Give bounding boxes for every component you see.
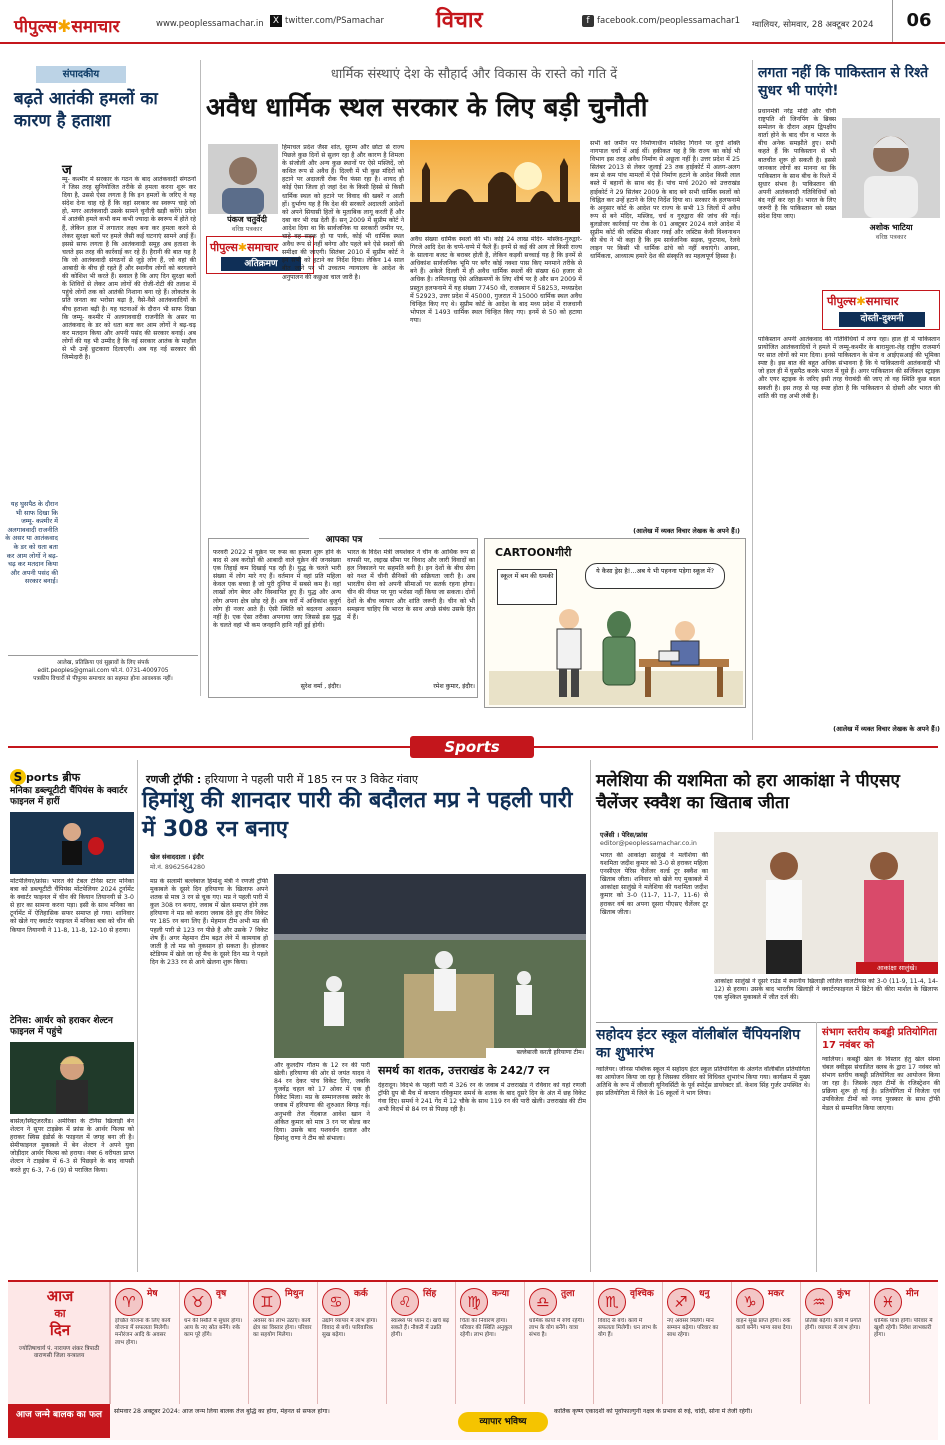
sagittarius-icon: ♐ — [667, 1288, 695, 1316]
zodiac-sign: ♒ कुंभ प्रतिष्ठा बढ़ेगी। कार्य में प्रगति होगी। व्यापार में लाभ होगा। — [800, 1282, 869, 1404]
letters-col2: भारत के विदेश मंत्री जयशंकर ने चीन के आर्थिक रूप से वापसी पर, लद्दाख सीमा पर विवाद और जारी विवादों का हल निकालने पर सहमति बनी है। इन देशों के बीच सेना को गश्त में चीनी सैनिकों की सक्रियता जारी है। अब भारतीय सेना को अपनी सीमाओं पर सतर्क रहना होगा। चीन की नीयत पर पूरा भरोसा नहीं किया जा सकता। दोनों देशों के बीच व्यापार और शांति जरूरी है। चीन को भी समझना चाहिए कि भारत के साथ अच्छे संबंध उसके हित में हैं। — [347, 549, 475, 621]
editorial-footer-disclaimer: पत्रकीय विचारों से पीपुल्स समाचार का सहमत होना आवश्यक नहीं। — [33, 676, 173, 682]
malaysia-photo-caption: आकांक्षा सालुंखे। — [856, 962, 938, 974]
opinion-author-photo — [842, 118, 940, 218]
capricorn-icon: ♑ — [736, 1288, 764, 1316]
brief1-body: मोंटपेलियर/फ्रांस। भारत की टेबल टेनिस स्टार मनिका बत्रा को डब्ल्यूटीटी चैंपियंस मोंटपेलियर 2024 टूर्नामेंट के क्वार्टर फाइनल में चीन की कियान तियानयी से 3-0 से हार का सामना करना पड़ा। इसी के साथ मनिका का टूर्नामेंट में ऐतिहासिक सफर समाप्त हो गया। शानिवार को खेले गए क्वार्टर फाइनल में मनिका बत्रा को चीन की कियान तियानयी ने 11-8, 11-8, 12-10 से हराया। — [10, 878, 134, 934]
lead-kicker: धार्मिक संस्थाएं देश के सौहार्द और विकास के रास्ते को गति दें — [330, 67, 618, 82]
horoscope-strip — [8, 1280, 938, 1440]
brief2-body: बासेल/स्विट्जरलैंड। अमेरिका के टेनिस खिलाड़ी बेन शेल्टन ने सुपर टाइब्रेक में फ्रांस के आर्थर फिल्स को हराकर स्विस इंडोर्स के फाइनल में जगह बना ली है। सेमीफाइनल मुकाबले में बेन शेल्टन ने अपने युवा जोड़ीदार आर्थर फिल्स को हराया। नंबर 6 वरीयता प्राप्त शेल्टन ने टाइब्रेक में 6-3 से पिछड़ने के बाद वापसी करते हुए 6-3, 7-6 (9) से पराजित किया। — [10, 1118, 134, 1174]
sports-banner: Sports — [410, 736, 534, 758]
gemini-icon: ♊ — [253, 1288, 281, 1316]
editorial-footer-contact: आलेख, प्रतिक्रिया एवं सुझावों के लिए संपर्क — [56, 660, 150, 666]
brief2-photo — [10, 1042, 134, 1114]
person-icon — [842, 118, 940, 218]
divider — [590, 760, 591, 1272]
lead-tag: अतिक्रमण — [221, 257, 301, 271]
facebook-link[interactable]: f facebook.com/peoplessamachar1 — [582, 15, 740, 27]
sports-brief-s-icon: S — [10, 769, 26, 785]
opinion-author-role: वरिष्ठ पत्रकार — [875, 233, 907, 241]
malaysia-headline: मलेशिया की यशमिता को हरा आकांक्षा ने पीएसए चैलेंजर स्क्वैश का खिताब जीता — [596, 771, 900, 813]
section-title: विचार — [436, 8, 483, 33]
zodiac-sign: ♎ तुला धार्मिक कार्यों में रुचि रहेगी। लाभ के योग बनेंगे। यात्रा संभव है। — [524, 1282, 593, 1404]
zodiac-sign: ♑ मकर वाहन सुख प्राप्त होगा। रुके कार्य बनेंगे। भाग्य साथ देगा। — [731, 1282, 800, 1404]
letters-sig2: रमेश कुमार, इंदौर। — [433, 683, 475, 690]
ranji-headline: हिमांशु की शानदार पारी की बदौलत मप्र ने पहली पारी में 308 रन बनाए — [142, 788, 573, 842]
volley-body: ग्वालियर। जीनस पब्लिक स्कूल में सहोदय इंटर स्कूल प्रतियोगिता के अंतर्गत वॉलीबॉल प्रतियोगिता का आयोजन किया जा रहा है जिसका रविवार को विधिवत शुभारंभ किया गया। कार्यक्रम में मुख्य अतिथि के रूप में जीवाजी यूनिवर्सिटी के पूर्व स्पोर्ट्स डायरेक्टर डॉ. केशव सिंह गुर्जर उपस्थित थे। इस प्रतियोगिता में जिले के 16 स्कूलों ने भाग लिया। — [596, 1066, 810, 1098]
divider — [816, 1022, 817, 1272]
taurus-icon: ♉ — [184, 1288, 212, 1316]
kabaddi-body: ग्वालियर। कबड्डी खेल के विस्तार हेतु खेल संस्था चंबल क्वीड्स संचालित क्लब के द्वारा 17 नवंबर को संभाग स्तरीय कबड्डी प्रतियोगिता का आयोजन किया जा रहा है। जिसके तहत टीमों के रजिस्ट्रेशन की प्रक्रिया शुरू हो गई है। प्रतियोगिता में विजेता एवं उपविजेता टीमों को नगद पुरस्कार के साथ ट्रॉफी मेडल से सम्मानित किया जाएगा। — [822, 1056, 940, 1112]
zodiac-sign: ♉ वृष धन की स्थिति में सुधार होगा। आय के नए स्रोत बनेंगे। रुके काम पूरे होंगे। — [179, 1282, 248, 1404]
lead-author-name: पंकज चतुर्वेदी — [227, 215, 267, 224]
zodiac-sign: ♋ कर्क उद्योग व्यापार में लाभ होगा। विवाद से बचें। पारिवारिक सुख बढ़ेगा। — [317, 1282, 386, 1404]
scorpio-icon: ♏ — [598, 1288, 626, 1316]
website-link[interactable]: www.peoplessamachar.in — [156, 19, 264, 29]
opinion-author-name: अशोक भाटिया — [869, 223, 913, 232]
twitter-icon: X — [270, 15, 282, 27]
editorial-dropcap: ज — [62, 163, 72, 178]
opinion-closing-note: (आलेख में व्यक्त विचार लेखक के अपने हैं।) — [833, 725, 940, 733]
lead-brand-logo: पीपुल्स✱समाचार — [210, 241, 279, 254]
birthday-head: आज जन्मे बालक का फल — [8, 1404, 110, 1438]
opinion-tag: दोस्ती-दुश्मनी — [839, 312, 925, 327]
malaysia-body2: आकांक्षा सालुंखे ने दूसरे राउंड में स्थानीय खिलाड़ी लोलित वालटीयस को 3-0 (11-9, 11-4, 14-12) से हराया। उसके बाद भारतीय खिलाड़ी ने क्वार्टरफाइनल में ब्रिटेन की कीरा मार्शल के खिलाफ एक मुश्किल मुकाबले में जीत दर्ज की। — [714, 978, 938, 1002]
horoscope-title-box — [8, 1282, 110, 1404]
cartoon-speech-bubble: ये कैसा ड्रेस है!...अब ये भी पहनना पड़ेगा स्कूल में? — [585, 563, 725, 589]
ranji-body2: और कुलदीप गौतम के 12 रन की पारी खेली। हरियाणा की ओर से जयंत यादव ने 84 रन देकर पांच विकेट लिए, जबकि युजवेंद्र चहल को 17 ओवर में एक ही विकेट मिला। मप्र के सम्मानजनक स्कोर के जवाब में हरियाणा की शुरुआत बिगड़ गई। अनुभवी तेज गेंदबाज आवेश खान ने अंकित कुमार को मात्र 3 रन पर बोल्ड कर दिया। उसके बाद यशवर्धन दलाल और हिमांशु राणा ने टीम को संभाला। — [274, 1062, 370, 1142]
sports-brief-header: S ports ब्रीफ — [10, 766, 134, 784]
cartoon-sign: स्कूल में बम की धमकी — [497, 569, 557, 605]
kabaddi-headline: संभाग स्तरीय कबड्डी प्रतियोगिता 17 नवंबर को — [822, 1027, 937, 1051]
lead-author-role: वरिष्ठ पत्रकार — [231, 225, 263, 233]
twitter-link[interactable]: X twitter.com/PSamachar — [270, 15, 384, 27]
horoscope-title: आज का दिन — [46, 1287, 74, 1339]
brief1-headline: मनिका डब्ल्यूटीटी चैंपियंस के क्वार्टर फाइनल में हारीं — [10, 786, 128, 807]
cancer-icon: ♋ — [322, 1288, 350, 1316]
lead-col1-cont — [208, 246, 404, 536]
lead-headline: अवैध धार्मिक स्थल सरकार के लिए बड़ी चुनौती — [206, 93, 648, 123]
editorial-tag: संपादकीय — [36, 66, 126, 83]
ranji-byline: खेल संवाददाता । इंदौर — [150, 853, 204, 861]
letters-box — [208, 535, 478, 698]
mosque-silhouette-image — [410, 140, 580, 232]
opinion-brand-box — [822, 290, 940, 330]
business-head: व्यापार भविष्य — [458, 1412, 548, 1432]
ranji-body: मप्र के सलामी बल्लेबाज हिमांशु मंत्री ने रणजी ट्रॉफी मुकाबले के दूसरे दिन हरियाणा के खिलाफ अपने शतक से मात्र 3 रन से चूक गए। मप्र ने पहली पारी में कुल 308 रन बनाए, जवाब में खेल समाप्त होने तक हरियाणा ने मप्र को करारा जवाब देते हुए तीन विकेट पर 185 रन बना लिए हैं। मेहमान टीम अभी मप्र की पहली पारी से 123 रन पीछे है और उसके 7 विकेट शेष हैं। अगर मेहमान टीम बढ़त लेने में कामयाब हो जाती है तो मप्र को नुकसान हो सकता है। होलकर स्टेडियम में खेले जा रहे मैच के दूसरे दिन मप्र ने पहले दिन के 233 रन से आगे खेलना शुरू किया। — [150, 878, 268, 966]
malaysia-body: भारत की आकांक्षा सालुंखे ने मलेशिया की यशमिता जदीश कुमार को 3-0 से हराकर महिला एनसीएल पेरिस चैलेंजर वर्ल्ड टूर स्क्वैश का खिताब जीता। शनिवार को खेले गए मुकाबले में आकांक्षा सालुंखे ने मलेशिया की यशमिता जदीश कुमार को 3-0 (11-7, 11-7, 11-6) से हराकर वर्ष का अपना दूसरा पीएसए चैलेंजर टूर खिताब जीता। — [600, 852, 708, 916]
facebook-icon: f — [582, 15, 594, 27]
brief2-headline: टेनिस: आर्थर को हराकर शेल्टन फाइनल में पहुंचे — [10, 1016, 113, 1037]
table-tennis-player-image — [10, 812, 134, 874]
ranji-phone: मो.नं. 8962564280 — [150, 864, 205, 871]
brief1-photo — [10, 812, 134, 874]
lead-col1: हिमाचल प्रदेश जैसा शांत, सुरम्य और छोटा से राज्य पिछले कुछ दिनों से सुलग रहा है और कारण है शिमला के संजोली और अन्य कुछ स्थानों पर ऐसे मस्जिदें, जो कथित रूप से अवैध हैं। दिल्ली में भी कुछ मंदिरों को हटाने पर अदालती रोक पैंच फंसा रहा है। शायद ही कोई ऐसा जिला हो जहां देश के किसी हिस्से से किसी धार्मिक स्थल को हटाने पर विवाद की खबरें न आती हों। दुर्भाग्य यह है कि देश की सरकारें अदालती आदेशों को अपने सियासी हितों के मुताबिक लागू करती हैं और दबा कर भी रख देती हैं। सन् 2009 में सुप्रीम कोर्ट ने आदेश दिया था कि सार्वजनिक या सरकारी जमीन पर, चाहे वह सड़क हो या पार्क, कोई भी धार्मिक स्थल अवैध रूप से नहीं बनेगा और पहले बने ऐसे स्थलों की समीक्षा की जाएगी। सितंबर 2010 में सुप्रीम कोर्ट ने इन सभी को हटाने का निर्देश दिया। लेकिन 14 साल बीत जाने पर भी उच्चतम न्यायालय के आदेश के अनुपालन की कछुआ चाल जारी है। — [282, 144, 404, 281]
opinion-kicker: लगता नहीं कि पाकिस्तान से रिश्ते सुधर भी पाएंगे! — [758, 65, 929, 99]
editorial-pull-quote: यह घुसपैठ के दौरान भी साफ दिखा कि जम्मू- कश्मीर में अलगाववादी राजनीति के असर या आतंकवाद के डर को धता बता कर आम लोगों ने बढ़- चढ़ कर मतदान किया और अपनी पसंद की सरकार बनाई। — [5, 500, 58, 586]
volley-headline: सहोदय इंटर स्कूल वॉलीबॉल चैंपियनशिप का शुभारंभ — [596, 1027, 801, 1061]
lead-photo — [410, 140, 580, 232]
editorial-footer-email[interactable]: edit.peoples@gmail.com फो.नं. 0731-4009705 — [37, 668, 169, 674]
dateline: ग्वालियर, सोमवार, 28 अक्टूबर 2024 — [752, 20, 874, 30]
cartoon-illustration — [489, 601, 743, 705]
zodiac-grid — [110, 1282, 938, 1404]
opinion-brand-logo: पीपुल्स✱समाचार — [827, 294, 899, 308]
pisces-icon: ♓ — [874, 1288, 902, 1316]
masthead — [0, 0, 945, 44]
ranji-photo — [274, 874, 586, 1058]
cartoon-title: CARTOONगीरी — [495, 546, 572, 559]
tennis-player-image — [10, 1042, 134, 1114]
samarth-body: देहरादून। विदर्भ के पहली पारी में 326 रन के जवाब में उत्तराखंड ने रविवार को यहां रणजी ट्रॉफी ग्रुप बी मैच में कप्तान रविकुमार समर्थ के शतक के बाद दूसरे दिन के अंत में छह विकेट गंवा दिए। समर्थ ने 241 गेंद में 12 चौके के साथ 119 रन की पारी खेली। उत्तराखंड की टीम अभी विदर्भ से 84 रन से पिछड़ रही है। — [378, 1082, 586, 1114]
aquarius-icon: ♒ — [805, 1288, 833, 1316]
divider — [137, 760, 138, 1272]
sports-brief-column — [8, 762, 134, 1277]
letters-sig1: सुरेश वर्मा , इंदौर। — [300, 683, 341, 690]
leo-icon: ♌ — [391, 1288, 419, 1316]
zodiac-sign: ♏ वृश्चिक विवाद से बचें। कार्य में सफलता मिलेगी। धन लाभ के योग हैं। — [593, 1282, 662, 1404]
business-text: कार्तिक कृष्ण एकादशी को पूर्वाफाल्गुनी नक्षत्र के प्रभाव से रुई, चांदी, सोना में तेजी रहेगी। — [554, 1408, 753, 1415]
zodiac-sign: ♊ मिथुन अवसर का लाभ उठाएं। कार्य क्षेत्र का विस्तार होगा। परिवार का सहयोग मिलेगा। — [248, 1282, 317, 1404]
letters-col1: फरवरी 2022 मे यूक्रेन पर रूस का हमला शुरू होने के बाद से अब करोड़ों की आबादी वाले यूक्रेन की जनसंख्या एक तिहाई कम दिखाई पड़ रही है। युद्ध के चलते भारी संख्या में लोग मारे गए हैं। वर्तमान में वहां प्रति महिला केवल एक बच्चा है जो पूरी दुनिया में सबसे कम है। वहां लाखों लोग बेघर और विस्थापित हुए हैं। युद्ध और अन्य लोग अपना क्षेत्र छोड़ रहे हैं। अब घरों में अधिकांश बुजुर्ग लोग ही नजर आते हैं। ऐसी स्थिति को बदलना आसान नहीं है। एक ऐसा तरीका अपनाया जाए जिससे इस युद्ध के चलते वहां भी कम जनहानि हानि नहीं हुई होगी। — [213, 549, 341, 629]
squash-players-image — [714, 832, 938, 974]
editorial-headline: बढ़ते आतंकी हमलों का कारण है हताशा — [14, 89, 158, 131]
cricket-match-image — [274, 874, 586, 1058]
malaysia-photo — [714, 832, 938, 974]
divider — [200, 60, 201, 696]
zodiac-sign: ♐ धनु नए अवसर मिलेंगे। मान सम्मान बढ़ेगा। परिवार का साथ रहेगा। — [662, 1282, 731, 1404]
brand-logo: पीपुल्स✱समाचार — [14, 17, 120, 37]
page-number: 06 — [892, 0, 945, 42]
samarth-headline: समर्थ का शतक, उत्तराखंड के 242/7 रन — [378, 1064, 550, 1077]
divider — [752, 60, 753, 740]
zodiac-sign: ♓ मीन धार्मिक यात्रा होगी। परिवार में खुशी रहेगी। निवेश लाभकारी होगा। — [869, 1282, 938, 1404]
horoscope-astrologer: ज्योतिषाचार्य पं. नारायण शंकर त्रिपाठी वाराणसी जिला यन्त्रालय — [18, 1346, 100, 1360]
opinion-body: प्रधानमंत्री नरेंद्र मोदी और चीनी राष्ट्रपति शी जिनपिंग के ब्रिक्स सम्मेलन के दौरान अहम द्विपक्षीय वार्ता होने के बाद चीन व भारत के बीच अनेक समझौते हुए। सभी कहते हैं कि पाकिस्तान से भी बातचीत शुरू हो सकती है। इससे जानकार लोगों का मानना था कि पाकिस्तान के साथ बीच के रिश्ते में सुधार संभव है। पाकिस्तान की अपनी आतंकवादी गतिविधियों को बंद नहीं कर रहा है। भारत के लिए जरूरी है कि पाकिस्तान को सख्त संदेश दिया जाए। — [758, 108, 836, 221]
malaysia-email[interactable]: editor@peoplessamachar.co.in — [600, 840, 697, 847]
lead-closing-note: (आलेख में व्यक्त विचार लेखक के अपने हैं।) — [633, 527, 740, 535]
divider — [596, 1022, 938, 1023]
malaysia-byline: एजेंसी । पेरिस/फ्रांस — [600, 831, 648, 839]
zodiac-sign: ♌ सिंह स्वास्थ्य पर ध्यान दें। खर्च बढ़ सकते हैं। नौकरी में उन्नति होगी। — [386, 1282, 455, 1404]
ranji-kicker: रणजी ट्रॉफी : हरियाणा ने पहली पारी में 185 रन पर 3 विकेट गंवाए — [146, 773, 419, 786]
lead-col2: अवैध संख्या धार्मिक स्थलों की भी। कोई 24 लाख मंदिर- मस्जिद-गुरुद्वारे- गिरजे आदि देश के चप्पे-चप्पे में फैले हैं। इनमें से कई की आय तो किसी राज्य के सालाना बजट के बराबर होती है, लेकिन कड़वी सच्चाई यह है कि इनमें से अधिकांश सार्वजनिक भूमि पर बगैर कोई नक्शा पास किए मनमाने तरीके से बने हैं। अकेले दिल्ली में ही अवैध धार्मिक स्थलों की संख्या 60 हजार से अधिक है। तमिलनाडु ऐसे अतिक्रमणों के लिए शीर्ष पर है और सन 2009 में प्रस्तुत हलफनामे में यह संख्या 77450 थी, राजस्थान में 58253, मध्यप्रदेश में 52923, उत्तर प्रदेश में 45000, गुजरात में 15000 धार्मिक स्थल अवैध चिन्हित किए गए थे। सुप्रीम कोर्ट के आदेश के बाद मध्य प्रदेश में राजधानी भोपाल में 1493 धार्मिक स्थल चिन्हित किए गए। इनमें से 50 को हटाया गया। — [410, 236, 582, 324]
lead-col3: सभी को जमीन पर निर्माणाधीन मस्जिद गिराने पर दुर्गा शक्ति नागपाल चर्चा में आई थीं। हकीकत यह है कि राज्य का कोई भी विभाग इस तरह अवैध निर्माण से अछूता नहीं है। उत्तर प्रदेश में 25 सितंबर 2013 से लेकर जुलाई 23 तक हाईकोर्ट में अलग-अलग कम से कम पांच मामलों में ऐसे निर्माण हटाने के आदेश किसी लाल बस्ते में बहानों के साथ बंद हैं। पांच मार्च 2020 को उत्तराखंड हाईकोर्ट ने 29 सितंबर 2009 के बाद बने सभी धार्मिक स्थलों को चिह्नित कर उन्हें हटाने के लिए निर्देश दिया था। सरकार के हलफनामे के अनुसार कोर्ट के आदेश पर राज्य के सभी 13 जिलों में अवैध रूप से बने मंदिर, मस्जिद, चर्च व गुरुद्वारा की जांच की गई। बुलडोजर कार्रवाई पर रोक के 01 अक्टूबर 2024 वाले आदेश में सुप्रीम कोर्ट की जस्टिस बीआर गवई और जस्टिस केवी विश्वनाथन की बेंच ने भी कहा है कि हम सार्वजनिक सड़क, फुटपाथ, रेलवे लाइन पर किसी भी धार्मिक ढांचे को नहीं बचाएंगे। आस्था, धार्मिकता, आध्यात्म हमारे देश की संस्कृति का महत्वपूर्ण हिस्सा है। — [590, 140, 740, 261]
ranji-photo-caption: बल्लेबाजी करती हरियाणा टीम। — [486, 1048, 586, 1058]
cartoon-box — [484, 538, 746, 708]
letters-title: आपका पत्र — [309, 532, 379, 545]
zodiac-sign: ♍ कन्या चिंता का निवारण होगा। परिवार की स्थिति अनुकूल रहेगी। लाभ होगा। — [455, 1282, 524, 1404]
editorial-body: म्मू- कश्मीर में सरकार के गठन के बाद आतंकवादी संगठनों ने जिस तरह सुनियोजित तरीके से हमला करना शुरू कर दिया है, उससे ऐसा लगता है कि इन हमलों के जरिए वे यह संदेश देना चाह रहे हैं कि वहां सरकार का स्वरूप चाहे जो हो, मगर आतंकवादी उसके सामने चुनौती खड़ी करेंगे। प्रदेश में आतंकी हमले कभी कम कभी ज्यादा के स्वरूप में होते रहे हैं, लेकिन हाल में लगातार लक्ष्य बना कर हमला करने से लेकर सुरक्षा बलों पर हमले जैसी कई घटनाएं सामने आई हैं। इससे साफ लगता है कि आतंकवादी समूह अब हताशा के चलते इस तरह की कार्रवाई कर रहे हैं। हैरानी की बात यह है कि जो आतंकवादी संगठनों से जुड़े लोग हैं, जो वहां की आबादी के बीच ही रहते हैं और स्थानीय लोगों को बरगलाने की कोशिश भी करते हैं। सवाल है कि आए दिन सुरक्षा बलों के शिविरों से लेकर आम लोगों की रोजी-रोटी की तलाश में पहुंचे लोगों तक को आतंकी निशाना बना रहे हैं। लोकतंत्र के प्रति जनता का भरोसा बढ़ा है, वैसे-वैसे आतंकवादियों के बीच हताशा बढ़ी है। यह घटनाओं के दौरान भी साफ दिखा कि जम्मू- कश्मीर में अलगाववादी राजनीति के असर या आतंकवाद के डर को धता बता कर आम लोगों ने बढ़-चढ़ कर मतदान किया और अपनी पसंद की सरकार बनाई। अब लोगों की यह भी उम्मीद है कि नई सरकार आतंक के माहौल से भी उन्हें छुटकारा दिलाएगी। अब यह नई सरकार की जिम्मेदारी है। — [62, 176, 196, 362]
virgo-icon: ♍ — [460, 1288, 488, 1316]
libra-icon: ♎ — [529, 1288, 557, 1316]
birthday-text: सोमवार 28 अक्टूबर 2024: आज जन्म लिया बालक तेज बुद्धि का होगा, मेहनत से सफल होगा। — [114, 1408, 330, 1415]
opinion-body2: पाकिस्तान अपनी आतंकवाद की गतिविधियों में लगा रहा। हाल ही में पाकिस्तान प्रायोजित आतंकवादियों ने हमले में जम्मू-कश्मीर के बारामुला-लेह राष्ट्रीय राजमार्ग पर सात लोगों को मार दिया। इनसे पाकिस्तान के सेना व आईएसआई की भूमिका स्पष्ट है। इस बात की बहुत अधिक संभावना है कि ये पाकिस्तानी आतंकवादी भी जो हाल ही में घुसपैठ करके भारत में घुसे हैं। अगर पाकिस्तान की सर्जिकल स्ट्राइक और एयर स्ट्राइक के जरिए इसी तरह घेराबंदी की जाए तो वह स्थिति कुछ बदल सकती है। इस तरह से यह स्पष्ट होता है कि पाकिस्तान से दोस्ती और भारत की शांति की राह अभी लंबी है। — [758, 336, 940, 400]
zodiac-sign: ♈ मेष इच्छित योजना के लिए कार्य योजना में सफलता मिलेगी। मनोरंजन आदि के अवसर लाभ होगा। — [110, 1282, 179, 1404]
editorial-footer — [8, 655, 198, 691]
aries-icon: ♈ — [115, 1288, 143, 1316]
